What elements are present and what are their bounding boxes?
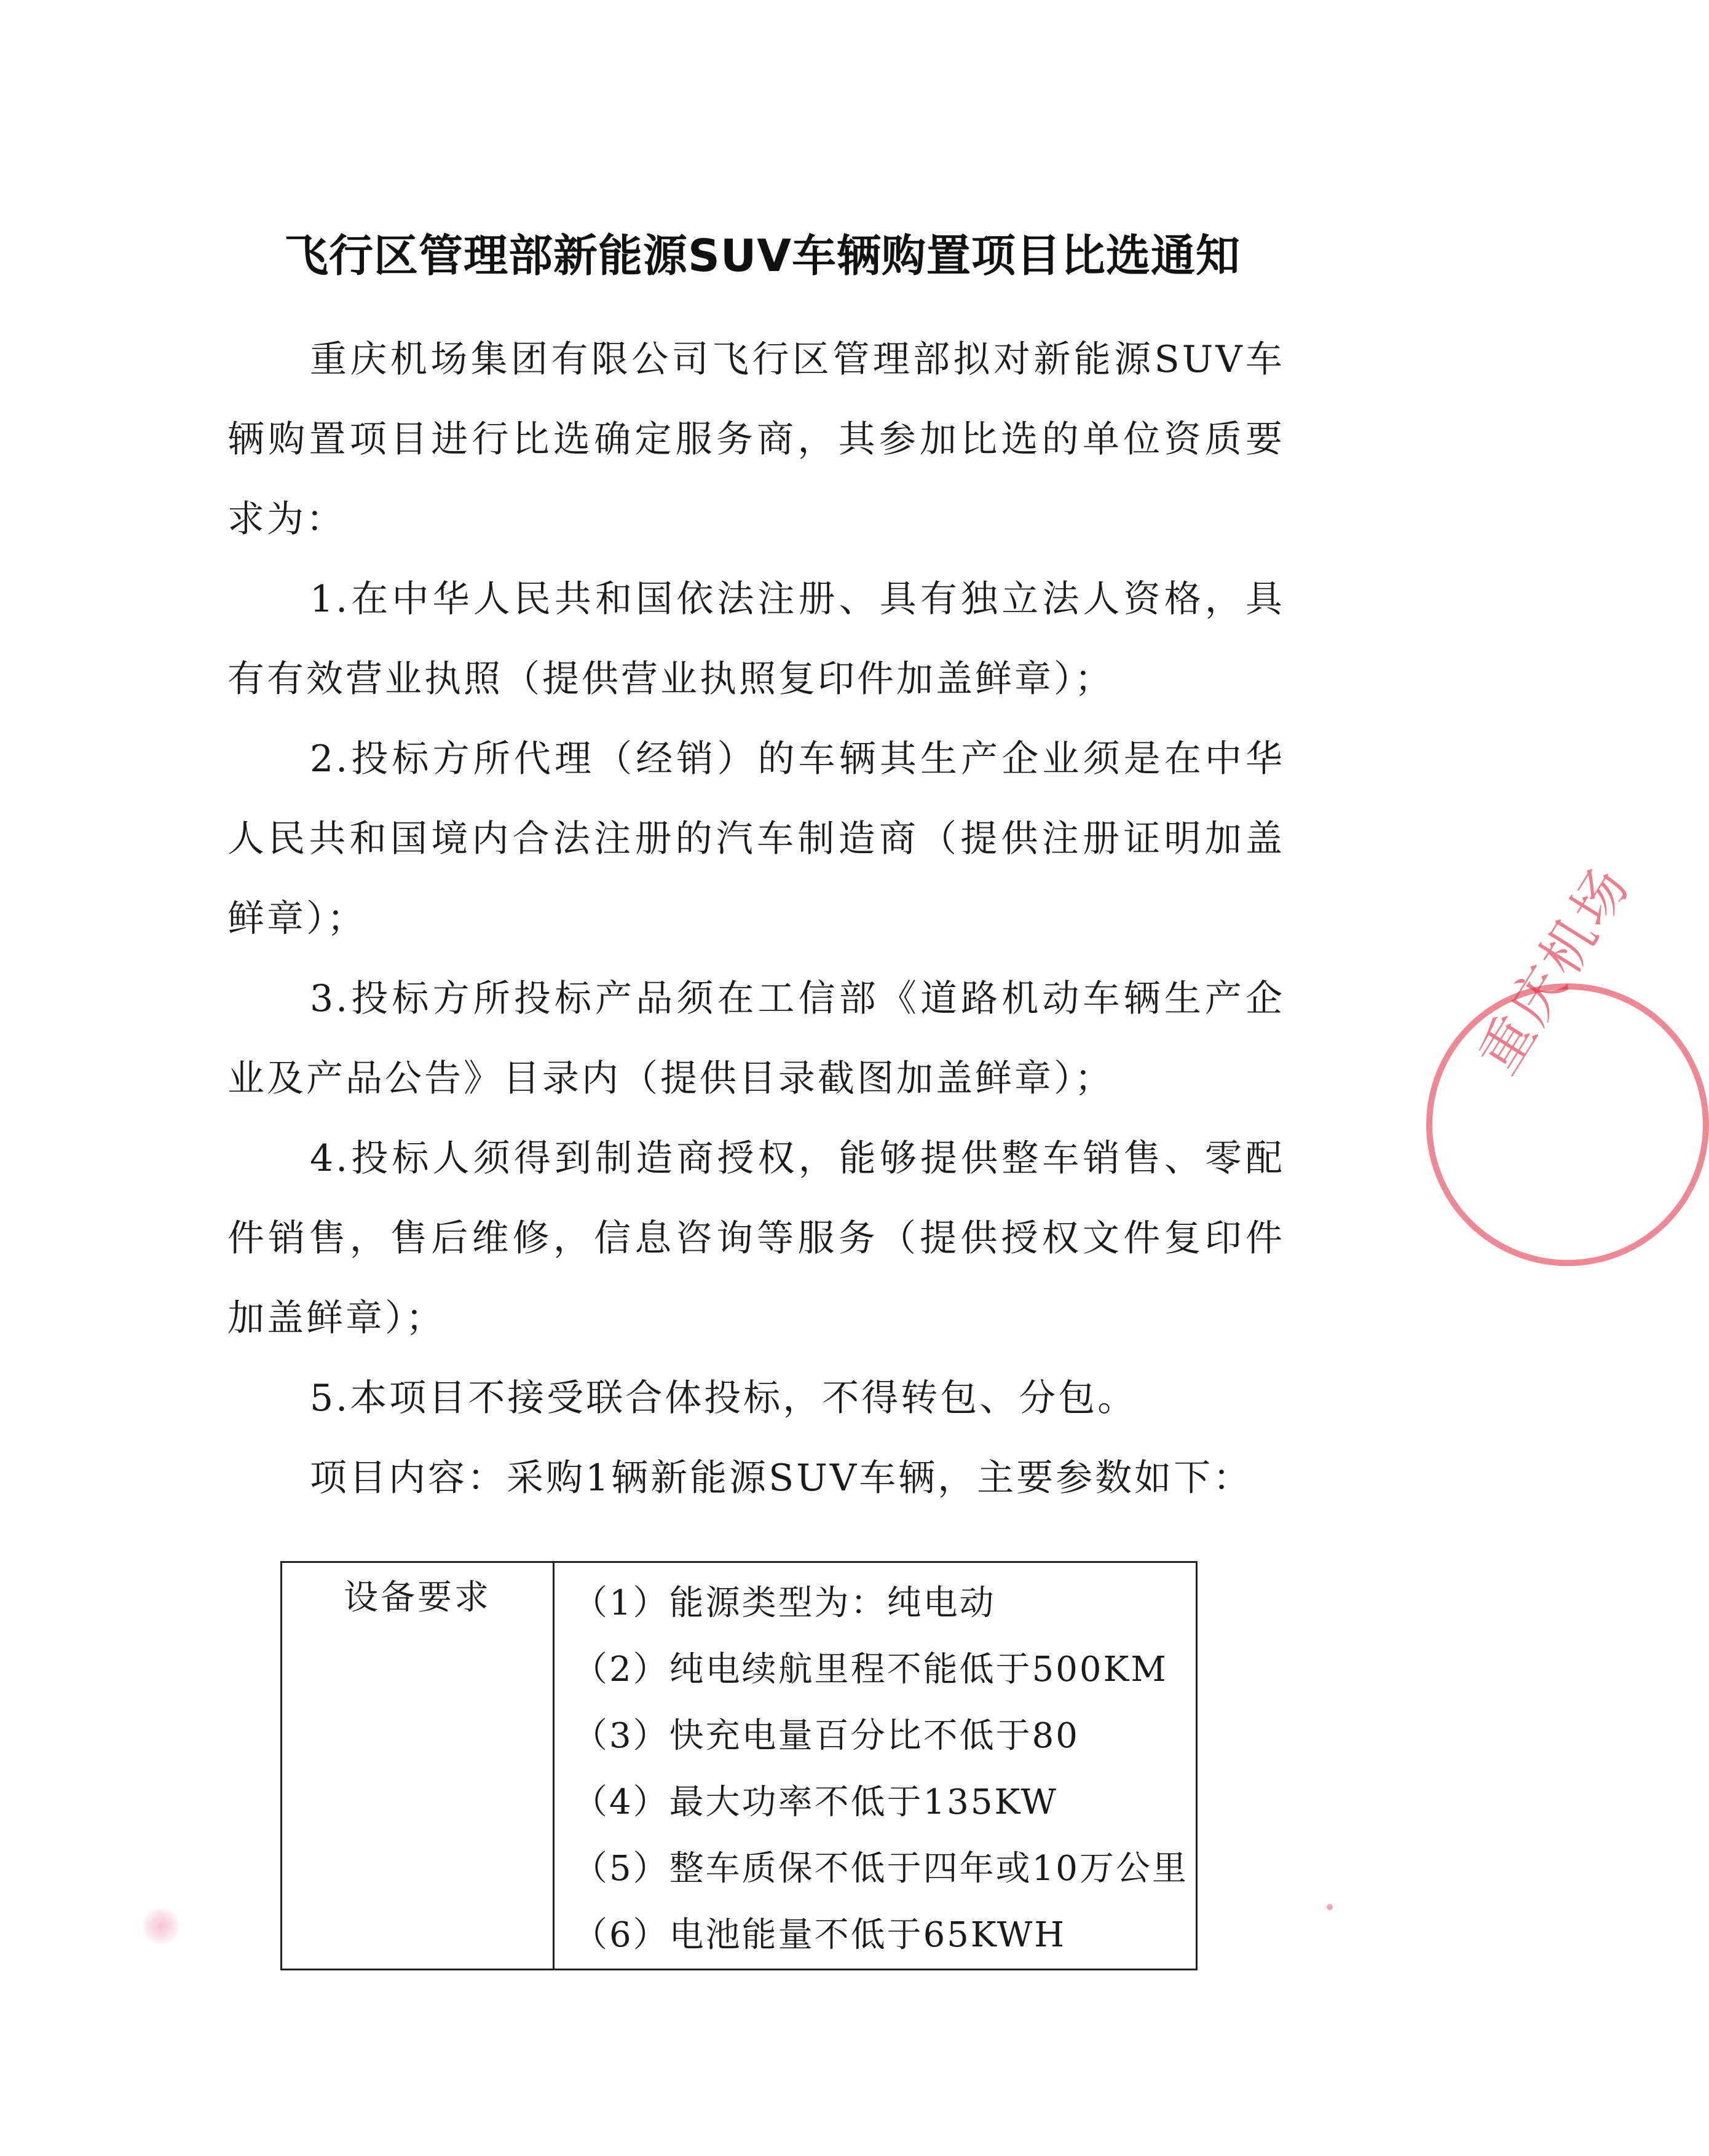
document-title: 飞行区管理部新能源SUV车辆购置项目比选通知	[283, 230, 1241, 281]
list-item: （4）最大功率不低于135KW	[573, 1782, 1058, 1822]
intro-paragraph: 重庆机场集团有限公司飞行区管理部拟对新能源SUV车辆购置项目进行比选确定服务商，其参加比选的单位资质要求为：	[227, 338, 1285, 541]
equipment-requirements-table	[280, 1561, 1198, 1970]
ink-dot	[1327, 1904, 1333, 1910]
requirement-2: 2.投标方所代理（经销）的车辆其生产企业须是在中华人民共和国境内合法注册的汽车制造商（提供注册证明加盖鲜章）；	[227, 738, 1285, 940]
requirements-list	[555, 1563, 1196, 1969]
list-item: （3）快充电量百分比不低于80	[573, 1716, 1079, 1756]
notice-body	[227, 320, 1285, 1518]
requirements-list-cell	[554, 1562, 1197, 1970]
requirement-3: 3.投标方所投标产品须在工信部《道路机动车辆生产企业及产品公告》目录内（提供目录截图加盖鲜章）；	[227, 977, 1285, 1100]
list-item: （6）电池能量不低于65KWH	[573, 1915, 1067, 1955]
requirements-label-cell: 设备要求	[282, 1562, 554, 1970]
project-content: 项目内容：采购1辆新能源SUV车辆，主要参数如下：	[310, 1457, 1253, 1500]
list-item: （2）纯电续航里程不能低于500KM	[573, 1650, 1168, 1690]
table-row	[282, 1562, 1197, 1970]
requirement-4: 4.投标人须得到制造商授权，能够提供整车销售、零配件销售，售后维修，信息咨询等服务（提供授权文件复印件加盖鲜章）；	[227, 1137, 1285, 1340]
requirement-5: 5.本项目不接受联合体投标，不得转包、分包。	[310, 1377, 1137, 1420]
requirement-1: 1.在中华人民共和国依法注册、具有独立法人资格，具有有效营业执照（提供营业执照复印件加盖鲜章）；	[227, 578, 1285, 701]
ink-speck	[143, 1908, 180, 1945]
list-item: （1）能源类型为：纯电动	[573, 1583, 996, 1623]
official-seal-text: 重庆机场	[1466, 854, 1643, 1085]
list-item: （5）整车质保不低于四年或10万公里	[573, 1849, 1188, 1889]
